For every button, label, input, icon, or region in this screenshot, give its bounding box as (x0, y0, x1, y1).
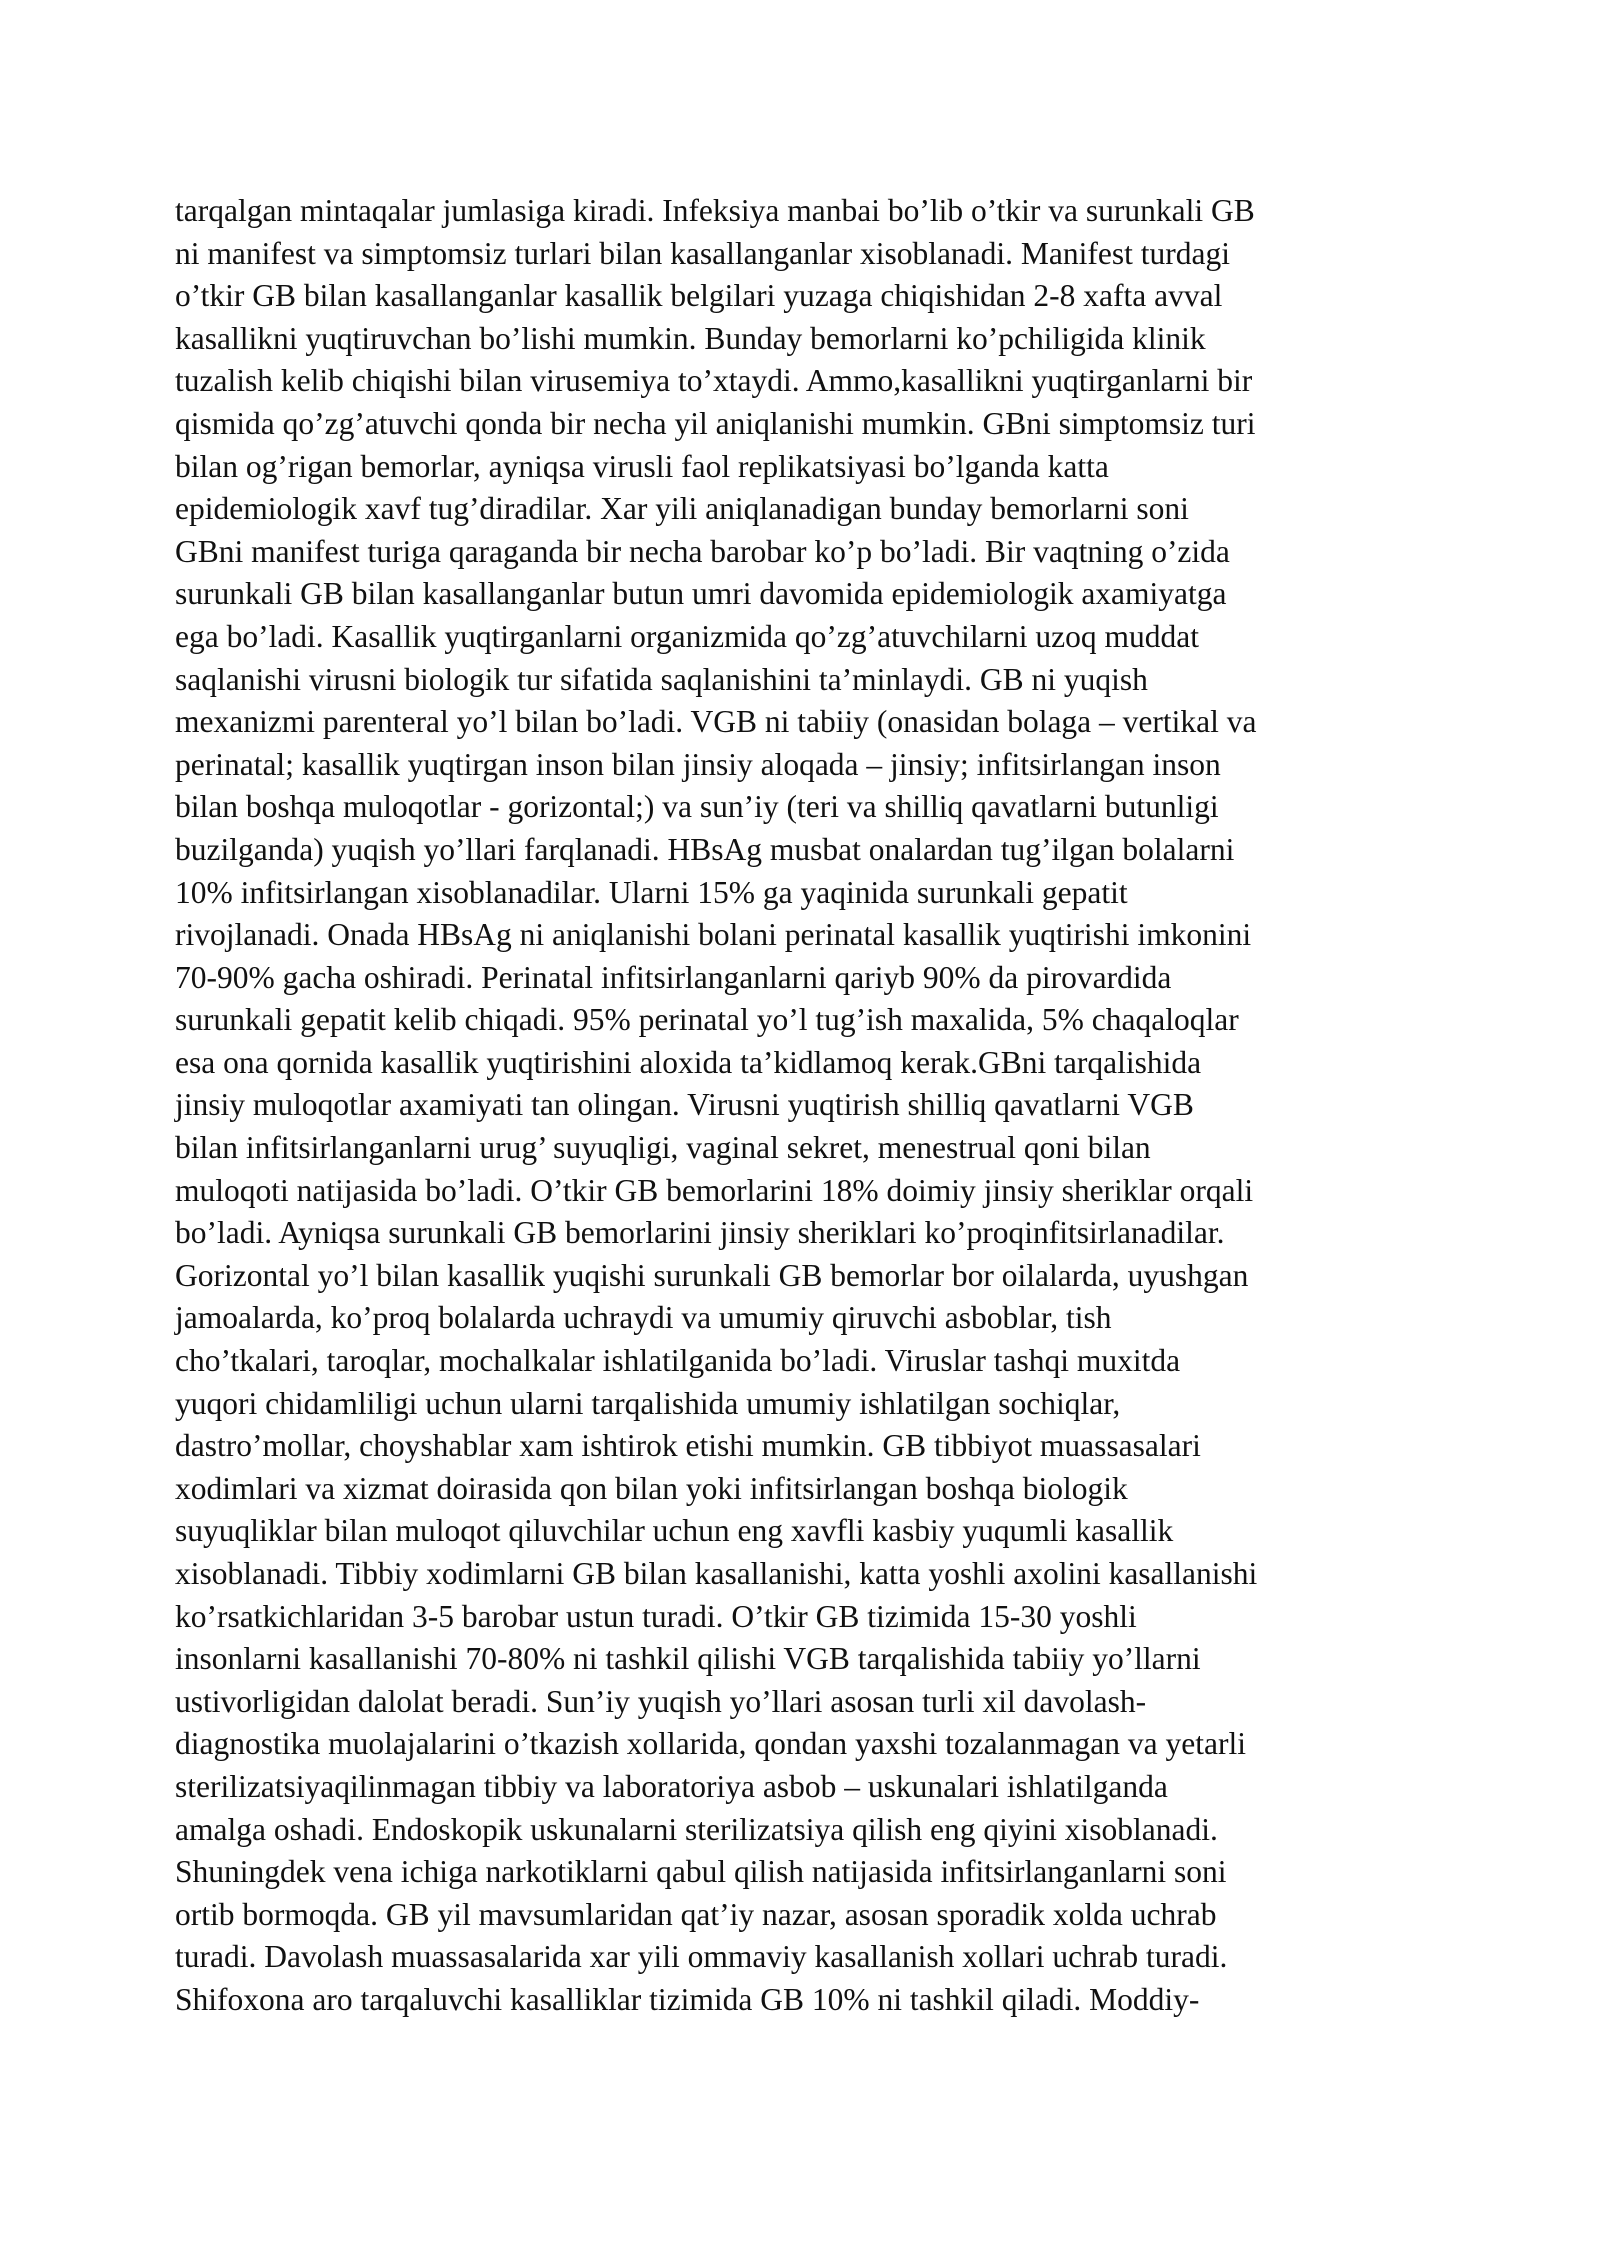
text-line: kasallikni yuqtiruvchan bo’lishi mumkin. Bunday bemorlarni ko’pchiligida klinik (175, 320, 1206, 356)
text-line: insonlarni kasallanishi 70-80% ni tashkil qilishi VGB tarqalishida tabiiy yo’llarni (175, 1641, 1201, 1677)
text-line: xodimlari va xizmat doirasida qon bilan yoki infitsirlangan boshqa biologik (175, 1470, 1128, 1506)
text-line: surunkali gepatit kelib chiqadi. 95% perinatal yo’l tug’ish maxalida, 5% chaqaloqlar (175, 1002, 1239, 1038)
text-line: esa ona qornida kasallik yuqtirishini aloxida ta’kidlamoq kerak.GBni tarqalishida (175, 1044, 1202, 1080)
text-line: dastro’mollar, choyshablar xam ishtirok etishi mumkin. GB tibbiyot muassasalari (175, 1428, 1201, 1464)
text-line: Shuningdek vena ichiga narkotiklarni qabul qilish natijasida infitsirlanganlarni soni (175, 1854, 1227, 1890)
text-line: 70-90% gacha oshiradi. Perinatal infitsirlanganlarni qariyb 90% da pirovardida (175, 959, 1172, 995)
text-line: jamoalarda, ko’proq bolalarda uchraydi va umumiy qiruvchi asboblar, tish (175, 1300, 1112, 1336)
text-line: ko’rsatkichlaridan 3-5 barobar ustun turadi. O’tkir GB tizimida 15-30 yoshli (175, 1598, 1137, 1634)
text-line: 10% infitsirlangan xisoblanadilar. Ularni 15% ga yaqinida surunkali gepatit (175, 874, 1128, 910)
text-line: saqlanishi virusni biologik tur sifatida saqlanishini ta’minlaydi. GB ni yuqish (175, 661, 1148, 697)
text-line: Shifoxona aro tarqaluvchi kasalliklar tizimida GB 10% ni tashkil qiladi. Moddiy- (175, 1981, 1200, 2017)
text-line: ustivorligidan dalolat beradi. Sun’iy yuqish yo’llari asosan turli xil davolash- (175, 1683, 1147, 1719)
text-line: tarqalgan mintaqalar jumlasiga kiradi. Infeksiya manbai bo’lib o’tkir va surunkali GB (175, 193, 1255, 228)
text-line: perinatal; kasallik yuqtirgan inson bilan jinsiy aloqada – jinsiy; infitsirlangan inson (175, 746, 1221, 782)
text-line: GBni manifest turiga qaraganda bir necha barobar ko’p bo’ladi. Bir vaqtning o’zida (175, 533, 1230, 569)
text-line: qismida qo’zg’atuvchi qonda bir necha yil aniqlanishi mumkin. GBni simptomsiz turi (175, 405, 1256, 441)
text-line: buzilganda) yuqish yo’llari farqlanadi. HBsAg musbat onalardan tug’ilgan bolalarni (175, 831, 1235, 867)
text-line: muloqoti natijasida bo’ladi. O’tkir GB bemorlarini 18% doimiy jinsiy sheriklar orqali (175, 1172, 1254, 1208)
text-line: yuqori chidamliligi uchun ularni tarqalishida umumiy ishlatilgan sochiqlar, (175, 1385, 1121, 1421)
text-line: diagnostika muolajalarini o’tkazish xollarida, qondan yaxshi tozalanmagan va yetarli (175, 1726, 1246, 1762)
text-line: bo’ladi. Ayniqsa surunkali GB bemorlarini jinsiy sheriklari ko’proqinfitsirlanadilar. (175, 1215, 1225, 1251)
text-line: sterilizatsiyaqilinmagan tibbiy va laboratoriya asbob – uskunalari ishlatilganda (175, 1768, 1168, 1804)
text-line: cho’tkalari, taroqlar, mochalkalar ishlatilganida bo’ladi. Viruslar tashqi muxitda (175, 1343, 1181, 1379)
text-line: o’tkir GB bilan kasallanganlar kasallik belgilari yuzaga chiqishidan 2-8 xafta avval (175, 278, 1223, 314)
text-line: mexanizmi parenteral yo’l bilan bo’ladi. VGB ni tabiiy (onasidan bolaga – vertikal va (175, 704, 1257, 740)
text-line: turadi. Davolash muassasalarida xar yili ommaviy kasallanish xollari uchrab turadi. (175, 1939, 1228, 1975)
text-line: Gorizontal yo’l bilan kasallik yuqishi surunkali GB bemorlar bor oilalarda, uyushgan (175, 1257, 1249, 1293)
body-text (175, 190, 1475, 2022)
text-line: suyuqliklar bilan muloqot qiluvchilar uchun eng xavfli kasbiy yuqumli kasallik (175, 1513, 1174, 1549)
text-line: surunkali GB bilan kasallanganlar butun umri davomida epidemiologik axamiyatga (175, 576, 1227, 612)
text-line: ortib bormoqda. GB yil mavsumlaridan qat’iy nazar, asosan sporadik xolda uchrab (175, 1896, 1217, 1932)
text-line: ega bo’ladi. Kasallik yuqtirganlarni organizmida qo’zg’atuvchilarni uzoq muddat (175, 618, 1200, 654)
text-line: bilan og’rigan bemorlar, ayniqsa virusli faol replikatsiyasi bo’lganda katta (175, 448, 1109, 484)
text-line: ni manifest va simptomsiz turlari bilan kasallanganlar xisoblanadi. Manifest turdagi (175, 235, 1230, 271)
text-line: amalga oshadi. Endoskopik uskunalarni sterilizatsiya qilish eng qiyini xisoblanadi. (175, 1811, 1218, 1847)
text-line: bilan boshqa muloqotlar - gorizontal;) va sun’iy (teri va shilliq qavatlarni butunligi (175, 789, 1219, 825)
text-line: rivojlanadi. Onada HBsAg ni aniqlanishi bolani perinatal kasallik yuqtirishi imkonini (175, 917, 1252, 953)
text-line: jinsiy muloqotlar axamiyati tan olingan. Virusni yuqtirish shilliq qavatlarni VGB (175, 1087, 1194, 1123)
text-line: epidemiologik xavf tug’diradilar. Xar yili aniqlanadigan bunday bemorlarni soni (175, 491, 1189, 527)
text-line: xisoblanadi. Tibbiy xodimlarni GB bilan kasallanishi, katta yoshli axolini kasallanishi (175, 1556, 1258, 1591)
text-line: tuzalish kelib chiqishi bilan virusemiya to’xtaydi. Ammo,kasallikni yuqtirganlarni bir (175, 363, 1253, 399)
text-line: bilan infitsirlanganlarni urug’ suyuqligi, vaginal sekret, menestrual qoni bilan (175, 1130, 1151, 1166)
